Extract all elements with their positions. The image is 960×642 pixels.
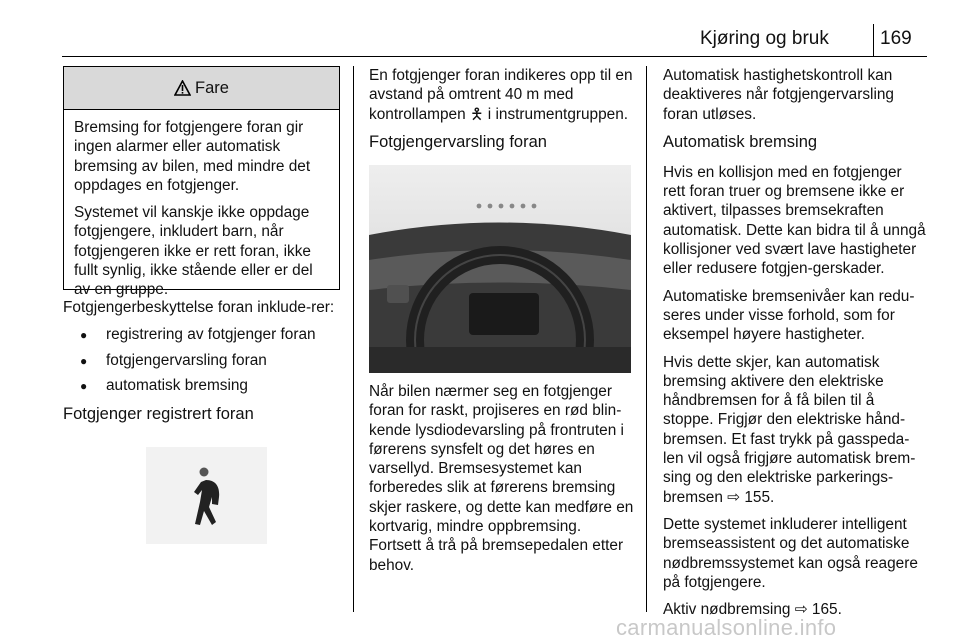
page-header-title: Kjøring og bruk	[700, 28, 829, 49]
header-divider	[873, 24, 874, 57]
feature-list	[63, 325, 340, 395]
warning-triangle-icon	[174, 80, 191, 96]
warning-box	[63, 66, 340, 299]
warning-paragraph: Bremsing for fotgjengere foran gir ingen alarmer eller automatisk bremsing av bilen, med mindre det oppdages en fotgjenger.	[74, 119, 311, 194]
column-3	[663, 66, 928, 627]
list-item: ● registrering av fotgjenger foran	[63, 325, 340, 344]
intro-text: Fotgjengerbeskyttelse foran inklude-rer:	[63, 299, 335, 316]
paragraph: Aktiv nødbremsing ⇨ 165.	[663, 601, 842, 619]
pedestrian-indicator-image	[146, 447, 267, 544]
column-separator	[353, 66, 354, 612]
paragraph: En fotgjenger foran indikeres opp til en avstand på omtrent 40 m med kontrollampen 🯅 i instrumentgruppen.	[369, 67, 633, 123]
warning-header	[64, 67, 339, 110]
section-heading: Fotgjenger registrert foran	[63, 405, 254, 424]
pedestrian-icon	[146, 447, 267, 544]
paragraph: Når bilen nærmer seg en fotgjenger foran for raskt, projiseres en rød blin-kende lysdiodevarsling på frontruten i førerens synsfelt og det høres en varsellyd. Bremsesystemet kan forberedes slik at førerens bremsing skjer raskere, og dette kan medføre en kortvarig, mindre oppbremsing. Fortsett å trå på bremsepedalen etter behov.	[369, 383, 634, 574]
watermark: carmanualsonline.info	[616, 615, 837, 640]
column-2-lower	[369, 382, 634, 583]
dashboard-image	[369, 165, 631, 373]
column-separator	[646, 66, 647, 612]
section-heading: Fotgjengervarsling foran	[369, 132, 547, 151]
paragraph: Hvis en kollisjon med en fotgjenger rett foran truer og bremsene ikke er aktivert, tilpasses bremsekraften automatisk. Dette kan bidra til å unngå kollisjoner ved svært lave hastigheter eller redusere fotgjen-gerskader.	[663, 163, 926, 278]
column-2	[369, 66, 634, 163]
list-item: ● fotgjengervarsling foran	[63, 351, 340, 370]
column-1	[63, 298, 340, 435]
list-item: ● automatisk bremsing	[63, 376, 340, 395]
paragraph: Automatiske bremsenivåer kan redu-seres under visse forhold, som for eksempel høyere hastigheter.	[663, 287, 915, 344]
warning-title: Fare	[195, 78, 229, 97]
section-heading: Automatisk bremsing	[663, 132, 818, 151]
paragraph: Dette systemet inkluderer intelligent bremseassistent og det automatiske nødbremssystemet kan også reagere på fotgjengere.	[663, 515, 918, 591]
page-number: 169	[880, 28, 912, 49]
paragraph: Automatisk hastighetskontroll kan deaktiveres når fotgjengervarsling foran utløses.	[663, 67, 894, 123]
header-rule	[62, 56, 927, 57]
warning-paragraph: Systemet vil kanskje ikke oppdage fotgjengere, inkludert barn, når fotgjengeren ikke er rett foran, ikke fullt synlig, ikke stående eller er del av en gruppe.	[74, 204, 313, 299]
paragraph: Hvis dette skjer, kan automatisk bremsing aktivere den elektriske håndbremsen for å få bilen til å stoppe. Frigjør den elektriske hånd-bremsen. Et fast trykk på gasspeda-len vil også frigjøre automatisk brem-sing og den elektriske parkerings-bremsen ⇨ 155.	[663, 353, 916, 506]
